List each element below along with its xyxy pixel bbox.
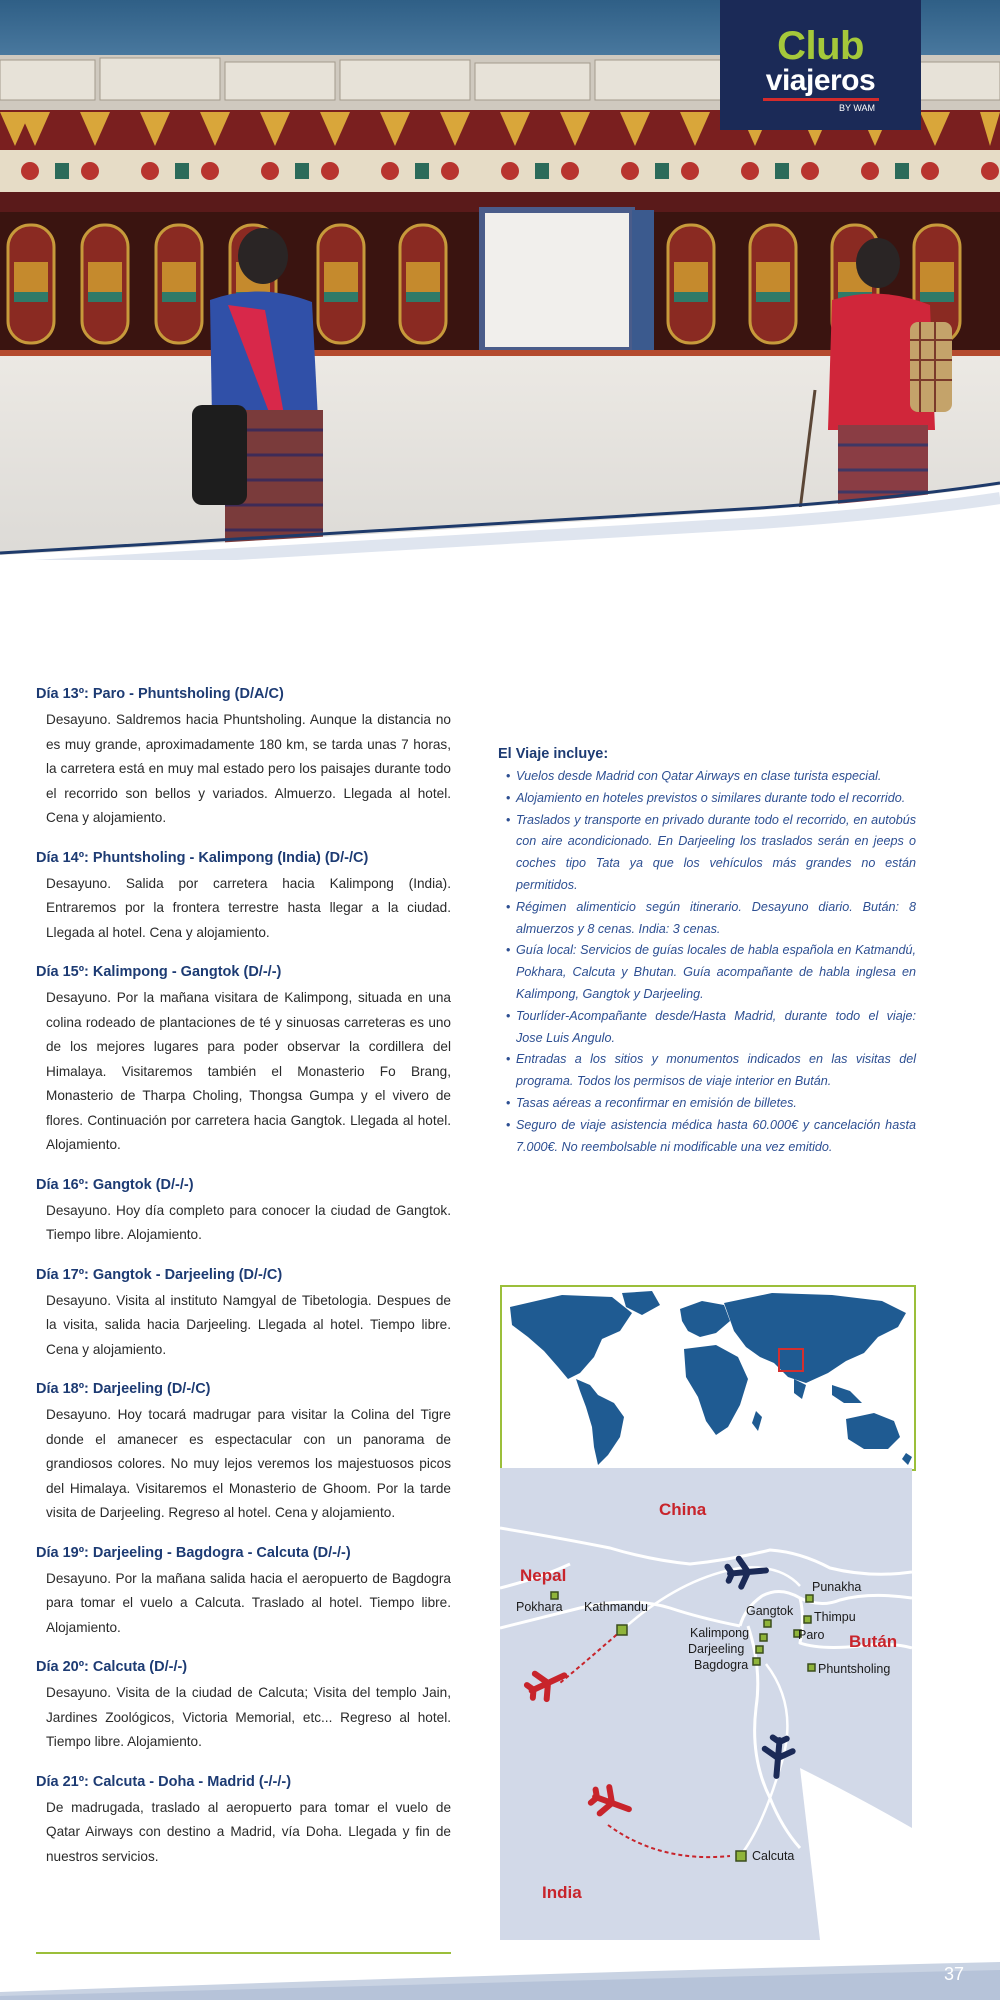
itinerary-day xyxy=(36,849,451,946)
includes-item: • Seguro de viaje asistencia médica hasta 60.000€ y cancelación hasta 7.000€. No reembolsable ni modificable una vez emitido. xyxy=(498,1115,916,1159)
world-map xyxy=(500,1285,916,1471)
trip-includes-box xyxy=(498,746,916,1158)
map-city-phuntsholing: Phuntsholing xyxy=(818,1662,891,1676)
map-city-punakha: Punakha xyxy=(812,1580,862,1594)
day-description: Desayuno. Por la mañana visitara de Kalimpong, situada en una colina rodeado de plantaciones de té y sinuosas carreteras es uno de los mejores lugares para poder observar la cordillera del Himalaya. Visitaremos también el Monasterio Fo Brang, Monasterio de Tharpa Choling, Thongsa Gumpa y el vivero de flores. Continuación por carretera hacia Gangtok. Llegada al hotel. Alojamiento. xyxy=(46,990,451,1152)
map-label-nepal: Nepal xyxy=(520,1566,567,1585)
itinerary-day xyxy=(36,1544,451,1641)
logo-club-text: Club xyxy=(777,24,864,68)
includes-item: • Tasas aéreas a reconfirmar en emisión de billetes. xyxy=(498,1093,916,1115)
day-title: Día 18º: Darjeeling (D/-/C) xyxy=(36,1381,211,1397)
map-city-pokhara: Pokhara xyxy=(516,1600,563,1614)
club-viajeros-logo xyxy=(720,0,921,130)
day-description: Desayuno. Saldremos hacia Phuntsholing. Aunque la distancia no es muy grande, aproximadamente 180 km, se tarda unas 7 horas, la carretera está en muy mal estado pero los paisajes durante todo el recorrido son bellos y variados. Almuerzo. Llegada al hotel. Cena y alojamiento. xyxy=(46,712,451,825)
includes-title: El Viaje incluye: xyxy=(498,746,609,762)
map-label-butan: Bután xyxy=(849,1632,898,1651)
map-city-darjeeling: Darjeeling xyxy=(688,1642,745,1656)
logo-underline xyxy=(763,98,879,101)
column-divider xyxy=(36,1952,451,1954)
map-city-kathmandu: Kathmandu xyxy=(584,1600,648,1614)
includes-item: • Tourlíder-Acompañante desde/Hasta Madrid, durante todo el viaje: Jose Luis Angulo. xyxy=(498,1006,916,1050)
itinerary-day xyxy=(36,1658,451,1755)
includes-item: • Traslados y transporte en privado durante todo el recorrido, en autobús con aire acondicionado. En Darjeeling los traslados serán en jeeps o coches tipo Tata ya que los vehículos más grandes no están permitidos. xyxy=(498,810,916,897)
logo-viajeros-text: viajeros xyxy=(765,64,876,97)
world-map-illustration xyxy=(502,1287,914,1469)
itinerary-day xyxy=(36,963,451,1158)
map-label-china: China xyxy=(659,1500,707,1519)
day-title: Día 14º: Phuntsholing - Kalimpong (India) (D/-/C) xyxy=(36,849,369,866)
includes-item: • Régimen alimenticio según itinerario. Desayuno diario. Bután: 8 almuerzos y 8 cenas. India: 3 cenas. xyxy=(498,897,916,941)
day-title: Día 17º: Gangtok - Darjeeling (D/-/C) xyxy=(36,1266,283,1283)
route-map xyxy=(500,1468,912,1940)
day-description: De madrugada, traslado al aeropuerto para tomar el vuelo de Qatar Airways con destino a Madrid, vía Doha. Llegada y fin de nuestros servicios. xyxy=(46,1799,451,1864)
day-description: Desayuno. Visita de la ciudad de Calcuta; Visita del templo Jain, Jardines Zoológicos, Victoria Memorial, etc... Regreso al hotel. Tiempo libre. Alojamiento. xyxy=(46,1685,451,1749)
page-number: 37 xyxy=(943,1964,964,1984)
logo-by-text: BY WAM xyxy=(838,103,875,113)
map-city-gangtok: Gangtok xyxy=(746,1604,794,1618)
day-description: Desayuno. Salida por carretera hacia Kalimpong (India). Entraremos por la frontera terrestre hasta llegar a la ciudad. Llegada al hotel. Cena y alojamiento. xyxy=(46,875,451,940)
day-description: Desayuno. Hoy día completo para conocer la ciudad de Gangtok. Tiempo libre. Alojamiento. xyxy=(46,1202,451,1242)
map-city-bagdogra: Bagdogra xyxy=(694,1658,749,1672)
itinerary-day xyxy=(36,1176,451,1248)
itinerary-column xyxy=(36,685,451,1887)
itinerary-day xyxy=(36,685,451,831)
itinerary-day xyxy=(36,1266,451,1363)
includes-item: • Vuelos desde Madrid con Qatar Airways en clase turista especial. xyxy=(498,766,916,788)
includes-list xyxy=(498,766,916,1158)
itinerary-day xyxy=(36,1380,451,1526)
map-city-paro: Paro xyxy=(798,1628,825,1642)
day-title: Día 16º: Gangtok (D/-/-) xyxy=(36,1176,194,1193)
itinerary-day xyxy=(36,1773,451,1870)
day-description: Desayuno. Visita al instituto Namgyal de Tibetologia. Despues de la visita, salida hacia Darjeeling. Llegada al hotel. Tiempo libre. Cena y alojamiento. xyxy=(46,1292,451,1357)
footer-wave xyxy=(0,1962,1000,2000)
includes-item: • Entradas a los sitios y monumentos indicados en las visitas del programa. Todos los permisos de viaje interior en Bután. xyxy=(498,1049,916,1093)
route-map-illustration xyxy=(500,1468,912,1940)
map-city-kalimpong: Kalimpong xyxy=(690,1626,750,1640)
includes-item: • Guía local: Servicios de guías locales de habla española en Katmandú, Pokhara, Calcuta y Bhutan. Guía acompañante de habla inglesa en Kalimpong, Gangtok y Darjeeling. xyxy=(498,940,916,1005)
map-label-india: India xyxy=(542,1883,582,1902)
day-title: Día 15º: Kalimpong - Gangtok (D/-/-) xyxy=(36,964,282,980)
map-city-thimpu: Thimpu xyxy=(814,1610,856,1624)
day-title: Día 21º: Calcuta - Doha - Madrid (-/-/-) xyxy=(36,1773,292,1790)
day-description: Desayuno. Hoy tocará madrugar para visitar la Colina del Tigre donde el amanecer es espectacular con un panorama de grandiosos colores. No muy lejos veremos los majestuosos picos del Himalaya. Visitaremos el Monasterio de Ghoom. Por la tarde visita de Darjeeling. Regreso al hotel. Cena y alojamiento. xyxy=(46,1407,451,1520)
day-title: Día 20º: Calcuta (D/-/-) xyxy=(36,1659,188,1675)
hero-photo xyxy=(0,0,1000,560)
day-description: Desayuno. Por la mañana salida hacia el aeropuerto de Bagdogra para tomar el vuelo a Calcuta. Traslado al hotel. Tiempo libre. Alojamiento. xyxy=(46,1570,451,1635)
day-title: Día 13º: Paro - Phuntsholing (D/A/C) xyxy=(36,686,284,702)
includes-item: • Alojamiento en hoteles previstos o similares durante todo el recorrido. xyxy=(498,788,916,810)
day-title: Día 19º: Darjeeling - Bagdogra - Calcuta (D/-/-) xyxy=(36,1544,351,1561)
map-city-calcuta: Calcuta xyxy=(752,1849,795,1863)
